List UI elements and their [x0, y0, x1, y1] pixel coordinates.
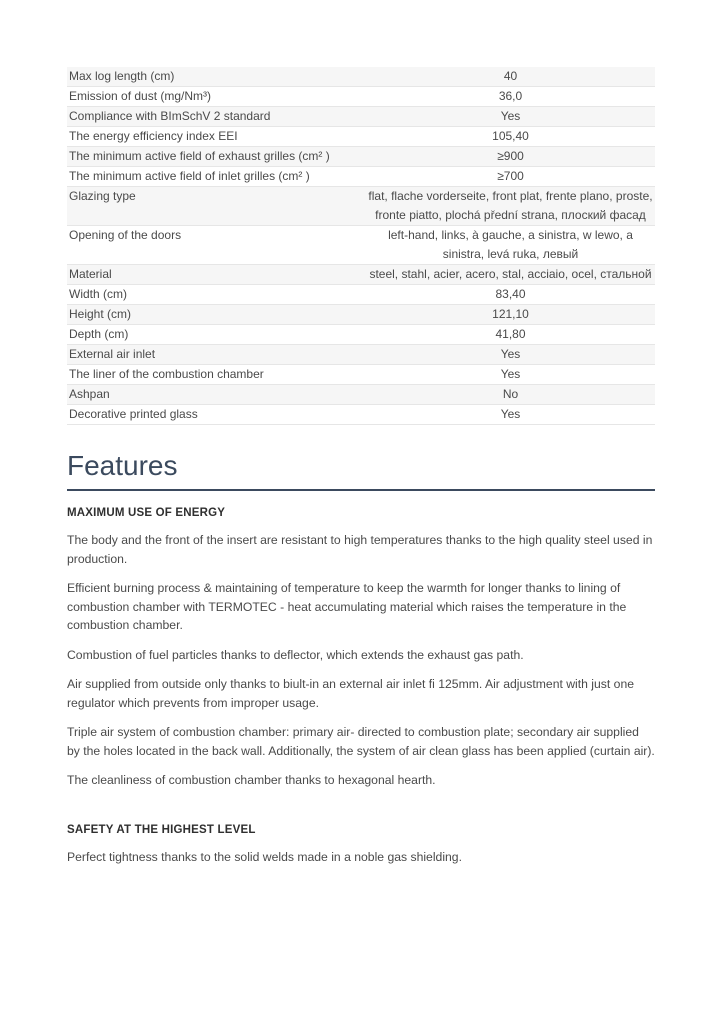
table-row [67, 265, 655, 285]
spec-value: 40 [366, 67, 655, 87]
paragraph: Combustion of fuel particles thanks to deflector, which extends the exhaust gas path. [67, 647, 524, 662]
spec-value: Yes [366, 365, 655, 385]
table-row [67, 167, 655, 187]
spec-label: The minimum active field of exhaust grilles (cm² ) [67, 147, 366, 167]
spec-value: flat, flache vorderseite, front plat, frente plano, proste, fronte piatto, plochá přední strana, плоский фасад [366, 187, 655, 226]
spec-label: Decorative printed glass [67, 405, 366, 425]
table-row [67, 87, 655, 107]
paragraph: Air supplied from outside only thanks to biult-in an external air inlet fi 125mm. Air adjustment with just one regulator which prevents from improper usage. [67, 677, 634, 710]
spec-label: Compliance with BImSchV 2 standard [67, 107, 366, 127]
spec-label: Height (cm) [67, 305, 366, 325]
table-row [67, 285, 655, 305]
spec-label: Depth (cm) [67, 325, 366, 345]
safety-section-heading: SAFETY AT THE HIGHEST LEVEL [67, 823, 256, 836]
features-heading: Features [67, 449, 655, 491]
table-row [67, 127, 655, 147]
table-row [67, 345, 655, 365]
table-row [67, 226, 655, 265]
spec-label: The minimum active field of inlet grilles (cm² ) [67, 167, 366, 187]
table-row [67, 405, 655, 425]
spec-label: External air inlet [67, 345, 366, 365]
spec-value: Yes [366, 107, 655, 127]
table-row [67, 385, 655, 405]
paragraph: Efficient burning process & maintaining of temperature to keep the warmth for longer thanks to lining of combustion chamber with TERMOTEC - heat accumulating material which raises the temperature in the combustion chamber. [67, 581, 627, 632]
table-row [67, 325, 655, 345]
spec-value: Yes [366, 405, 655, 425]
spec-value: 121,10 [366, 305, 655, 325]
spec-value: steel, stahl, acier, acero, stal, acciaio, ocel, стальной [366, 265, 655, 285]
energy-section-heading: MAXIMUM USE OF ENERGY [67, 507, 226, 519]
spec-label: Max log length (cm) [67, 67, 366, 87]
spec-label: Glazing type [67, 187, 366, 226]
table-row [67, 305, 655, 325]
document-page [67, 67, 655, 877]
spec-label: Ashpan [67, 385, 366, 405]
paragraph: Perfect tightness thanks to the solid welds made in a noble gas shielding. [67, 849, 462, 864]
spec-value: No [366, 385, 655, 405]
spec-value: 105,40 [366, 127, 655, 147]
spec-label: The energy efficiency index EEI [67, 127, 366, 147]
spec-value: left-hand, links, à gauche, a sinistra, w lewo, a sinistra, levá ruka, левый [366, 226, 655, 265]
specifications-table [67, 67, 655, 425]
paragraph: The body and the front of the insert are resistant to high temperatures thanks to the high quality steel used in production. [67, 533, 653, 566]
spec-value: 83,40 [366, 285, 655, 305]
spec-value: 41,80 [366, 325, 655, 345]
paragraph: The cleanliness of combustion chamber thanks to hexagonal hearth. [67, 773, 436, 787]
paragraph: Triple air system of combustion chamber: primary air- directed to combustion plate; secondary air supplied by the holes located in the back wall. Additionally, the system of air clean glass has been applied (curtain air). [67, 725, 655, 758]
spec-value: ≥900 [366, 147, 655, 167]
table-row [67, 187, 655, 226]
spec-label: Material [67, 265, 366, 285]
spec-label: Width (cm) [67, 285, 366, 305]
spec-value: 36,0 [366, 87, 655, 107]
table-row [67, 147, 655, 167]
table-row [67, 67, 655, 87]
spec-label: The liner of the combustion chamber [67, 365, 366, 385]
spec-label: Emission of dust (mg/Nm³) [67, 87, 366, 107]
table-row [67, 107, 655, 127]
spec-value: Yes [366, 345, 655, 365]
spec-value: ≥700 [366, 167, 655, 187]
spec-label: Opening of the doors [67, 226, 366, 265]
table-row [67, 365, 655, 385]
